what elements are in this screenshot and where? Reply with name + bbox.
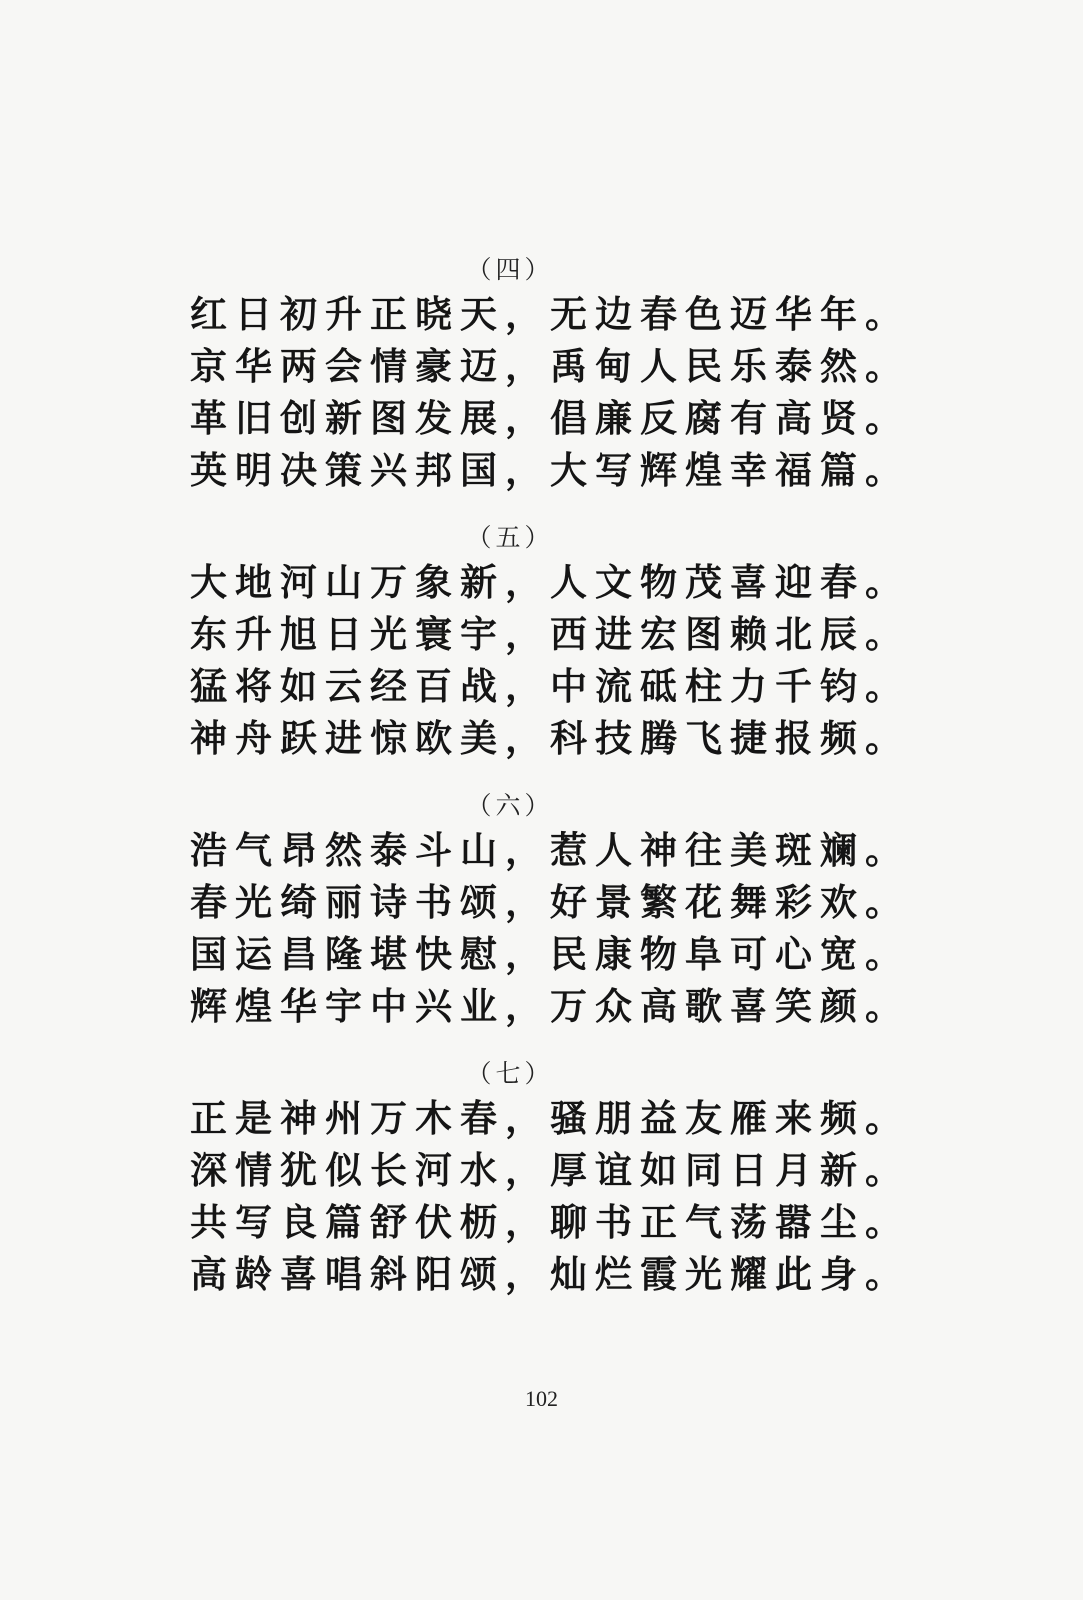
poem-section-7 (190, 1056, 910, 1300)
poem-section-5 (190, 520, 910, 764)
page-number: 102 (525, 1386, 558, 1411)
poem-line: 革旧创新图发展，倡廉反腐有高贤。 (190, 396, 910, 440)
poem-heading: （四） (466, 255, 554, 284)
poem-heading: （七） (466, 1059, 554, 1088)
poem-line: 正是神州万木春，骚朋益友雁来频。 (190, 1096, 910, 1140)
poem-line: 国运昌隆堪快慰，民康物阜可心宽。 (190, 932, 910, 976)
poem-heading: （五） (466, 523, 554, 552)
poem-line: 大地河山万象新，人文物茂喜迎春。 (190, 560, 910, 604)
poem-section-4 (190, 252, 910, 496)
poem-line: 东升旭日光寰宇，西进宏图赖北辰。 (190, 612, 910, 656)
poem-line: 英明决策兴邦国，大写辉煌幸福篇。 (190, 448, 910, 492)
poem-line: 辉煌华宇中兴业，万众高歌喜笑颜。 (190, 984, 910, 1028)
poem-line: 红日初升正晓天，无边春色迈华年。 (190, 292, 910, 336)
poem-line: 神舟跃进惊欧美，科技腾飞捷报频。 (190, 716, 910, 760)
poem-section-6 (190, 788, 910, 1032)
poem-heading: （六） (466, 791, 554, 820)
poem-line: 共写良篇舒伏枥，聊书正气荡嚣尘。 (190, 1200, 910, 1244)
poem-line: 深情犹似长河水，厚谊如同日月新。 (190, 1148, 910, 1192)
poem-line: 浩气昂然泰斗山，惹人神往美斑斓。 (190, 828, 910, 872)
poem-line: 春光绮丽诗书颂，好景繁花舞彩欢。 (190, 880, 910, 924)
poem-line: 猛将如云经百战，中流砥柱力千钧。 (190, 664, 910, 708)
poem-line: 京华两会情豪迈，禹甸人民乐泰然。 (190, 344, 910, 388)
poem-line: 高龄喜唱斜阳颂，灿烂霞光耀此身。 (190, 1252, 910, 1296)
